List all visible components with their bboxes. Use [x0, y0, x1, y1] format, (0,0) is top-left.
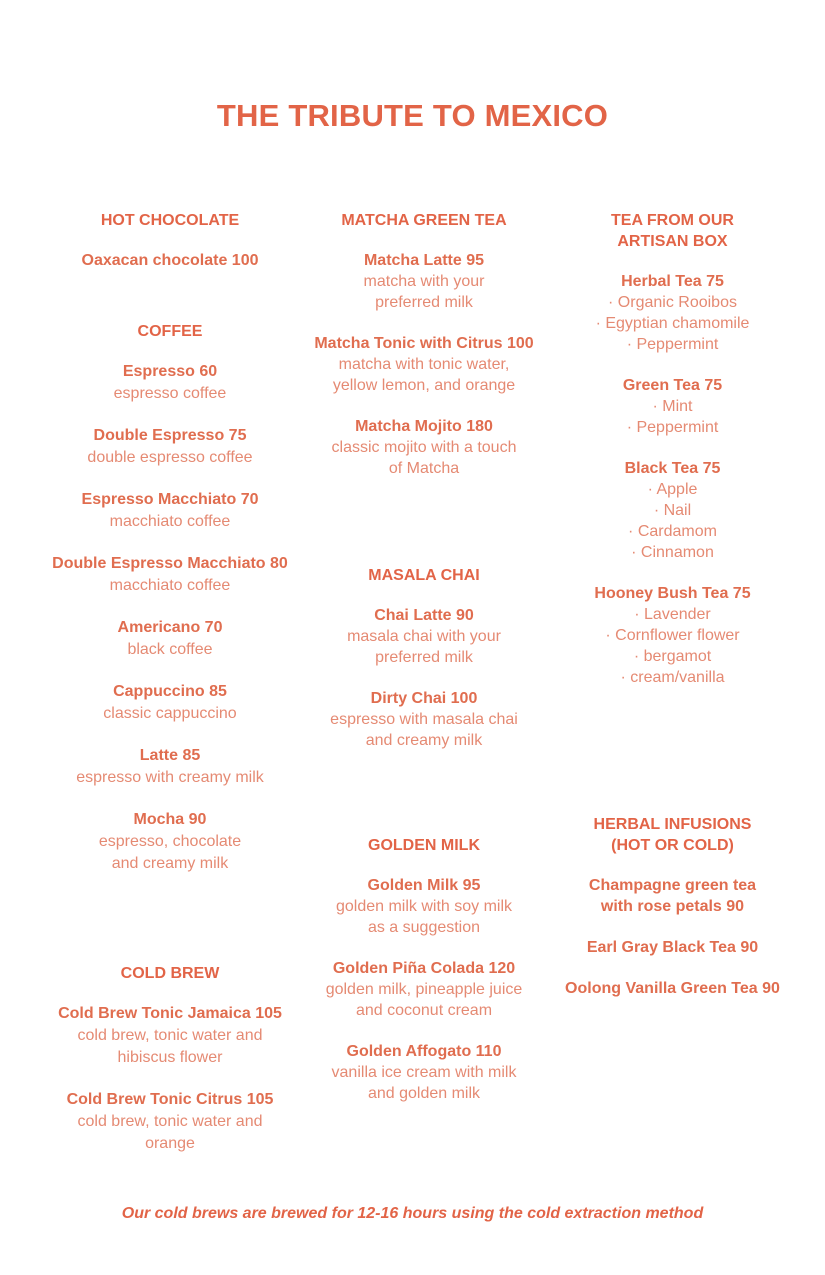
item-name: Herbal Tea 75: [621, 273, 724, 290]
section-heading: COLD BREW: [120, 965, 220, 982]
menu-item: [35, 361, 305, 405]
line: preferred milk: [375, 649, 473, 666]
menu-item: [290, 688, 558, 751]
item-name: Green Tea 75: [622, 377, 723, 394]
menu-item: [290, 875, 558, 938]
menu-item: [35, 553, 305, 597]
section-hot-chocolate: [35, 210, 305, 292]
item-name: Earl Gray Black Tea 90: [586, 939, 759, 956]
line: hibiscus flower: [117, 1049, 223, 1066]
item-name: Mocha 90: [133, 811, 207, 828]
item-description: [290, 979, 558, 1021]
line: of Matcha: [388, 460, 460, 477]
item-description: double espresso coffee: [87, 449, 253, 466]
item-name: Golden Milk 95: [367, 877, 481, 894]
menu-item: [545, 937, 800, 958]
line: · Lavender: [634, 606, 711, 623]
item-description: [290, 896, 558, 938]
section-heading: HOT CHOCOLATE: [100, 212, 240, 229]
menu-item: [290, 333, 558, 396]
section-herbal-infusions: [545, 814, 800, 1019]
item-description: [290, 437, 558, 479]
item-description: [545, 292, 800, 355]
line: · Cinnamon: [631, 544, 714, 561]
item-name: Cold Brew Tonic Citrus 105: [66, 1091, 274, 1108]
line: masala chai with your: [347, 628, 501, 645]
item-description: [35, 1111, 305, 1155]
menu-item: [35, 745, 305, 789]
menu-item: [290, 416, 558, 479]
line: matcha with tonic water,: [338, 356, 510, 373]
line: and creamy milk: [111, 855, 229, 872]
section-heading: [545, 210, 800, 252]
item-name: Americano 70: [117, 619, 223, 636]
menu-item: [35, 1003, 305, 1069]
line: ARTISAN BOX: [617, 233, 728, 250]
item-description: [35, 831, 305, 875]
item-name: Oolong Vanilla Green Tea 90: [565, 980, 780, 997]
item-name: [545, 875, 800, 917]
item-description: [290, 354, 558, 396]
item-description: [545, 604, 800, 688]
item-description: [545, 479, 800, 563]
item-description: macchiato coffee: [109, 513, 231, 530]
item-description: espresso coffee: [113, 385, 227, 402]
item-description: [290, 1062, 558, 1104]
section-cold-brew: [35, 963, 305, 1175]
menu-item: [35, 809, 305, 875]
item-name: Golden Affogato 110: [346, 1043, 502, 1060]
line: classic mojito with a touch: [331, 439, 517, 456]
footer-note: Our cold brews are brewed for 12-16 hours using the cold extraction method: [121, 1205, 704, 1222]
item-description: [545, 396, 800, 438]
item-description: espresso with creamy milk: [76, 769, 264, 786]
line: · Organic Rooibos: [608, 294, 737, 311]
menu-item: [35, 617, 305, 661]
section-heading: COFFEE: [137, 323, 203, 340]
menu-item: [290, 250, 558, 313]
item-name: Latte 85: [139, 747, 201, 764]
item-name: Matcha Mojito 180: [355, 418, 493, 435]
menu-item: [35, 681, 305, 725]
menu-item: [35, 425, 305, 469]
item-name: Matcha Latte 95: [363, 252, 485, 269]
line: preferred milk: [375, 294, 473, 311]
item-name: Matcha Tonic with Citrus 100: [314, 335, 534, 352]
item-name: Double Espresso Macchiato 80: [52, 555, 288, 572]
section-coffee: [35, 321, 305, 895]
line: espresso, chocolate: [98, 833, 242, 850]
item-name: Espresso Macchiato 70: [81, 491, 259, 508]
item-description: black coffee: [127, 641, 213, 658]
item-name: Double Espresso 75: [93, 427, 247, 444]
item-description: [290, 271, 558, 313]
section-heading: MASALA CHAI: [368, 567, 480, 584]
line: espresso with masala chai: [330, 711, 518, 728]
item-description: [290, 626, 558, 668]
line: vanilla ice cream with milk: [331, 1064, 517, 1081]
line: · Cardamom: [628, 523, 717, 540]
menu-item: [35, 1089, 305, 1155]
line: · Apple: [647, 481, 698, 498]
line: · Cornflower flower: [605, 627, 740, 644]
menu-item: [545, 271, 800, 355]
item-name: Cappuccino 85: [113, 683, 227, 700]
line: · Peppermint: [626, 336, 719, 353]
section-matcha-green-tea: [290, 210, 558, 499]
menu-item: [545, 583, 800, 688]
line: TEA FROM OUR: [611, 212, 734, 229]
line: · Nail: [653, 502, 692, 519]
item-name: Cold Brew Tonic Jamaica 105: [58, 1005, 282, 1022]
item-name: Black Tea 75: [624, 460, 721, 477]
section-heading: [545, 814, 800, 856]
menu-item: [290, 605, 558, 668]
item-description: [290, 709, 558, 751]
section-golden-milk: [290, 835, 558, 1124]
item-name: Golden Piña Colada 120: [332, 960, 516, 977]
item-name: Chai Latte 90: [374, 607, 474, 624]
menu-item: [290, 1041, 558, 1104]
line: · Peppermint: [626, 419, 719, 436]
menu-item: [545, 375, 800, 438]
section-tea-artisan-box: [545, 210, 800, 708]
line: and coconut cream: [355, 1002, 493, 1019]
line: with rose petals 90: [600, 898, 745, 915]
menu-item: [35, 250, 305, 272]
item-name: Espresso 60: [122, 363, 218, 380]
line: · Mint: [652, 398, 693, 415]
section-masala-chai: [290, 565, 558, 771]
line: cold brew, tonic water and: [77, 1113, 263, 1130]
line: HERBAL INFUSIONS: [593, 816, 752, 833]
menu-item: [545, 875, 800, 917]
line: and golden milk: [367, 1085, 481, 1102]
line: as a suggestion: [367, 919, 481, 936]
menu-item: [545, 458, 800, 563]
item-name: Oaxacan chocolate 100: [81, 252, 259, 269]
line: yellow lemon, and orange: [332, 377, 516, 394]
menu-item: [35, 489, 305, 533]
line: orange: [145, 1135, 195, 1152]
item-description: [35, 1025, 305, 1069]
item-description: macchiato coffee: [109, 577, 231, 594]
line: cold brew, tonic water and: [77, 1027, 263, 1044]
item-description: classic cappuccino: [103, 705, 237, 722]
section-heading: GOLDEN MILK: [368, 837, 480, 854]
line: · bergamot: [633, 648, 712, 665]
line: · cream/vanilla: [620, 669, 725, 686]
line: · Egyptian chamomile: [595, 315, 750, 332]
menu-item: [545, 978, 800, 999]
item-name: Dirty Chai 100: [370, 690, 478, 707]
line: golden milk with soy milk: [335, 898, 513, 915]
line: matcha with your: [363, 273, 485, 290]
menu-title: THE TRIBUTE TO MEXICO: [216, 98, 609, 133]
line: (HOT OR COLD): [611, 837, 734, 854]
line: golden milk, pineapple juice: [325, 981, 523, 998]
item-name: Hooney Bush Tea 75: [594, 585, 751, 602]
line: and creamy milk: [365, 732, 483, 749]
menu-item: [290, 958, 558, 1021]
section-heading: MATCHA GREEN TEA: [341, 212, 507, 229]
line: Champagne green tea: [588, 877, 757, 894]
